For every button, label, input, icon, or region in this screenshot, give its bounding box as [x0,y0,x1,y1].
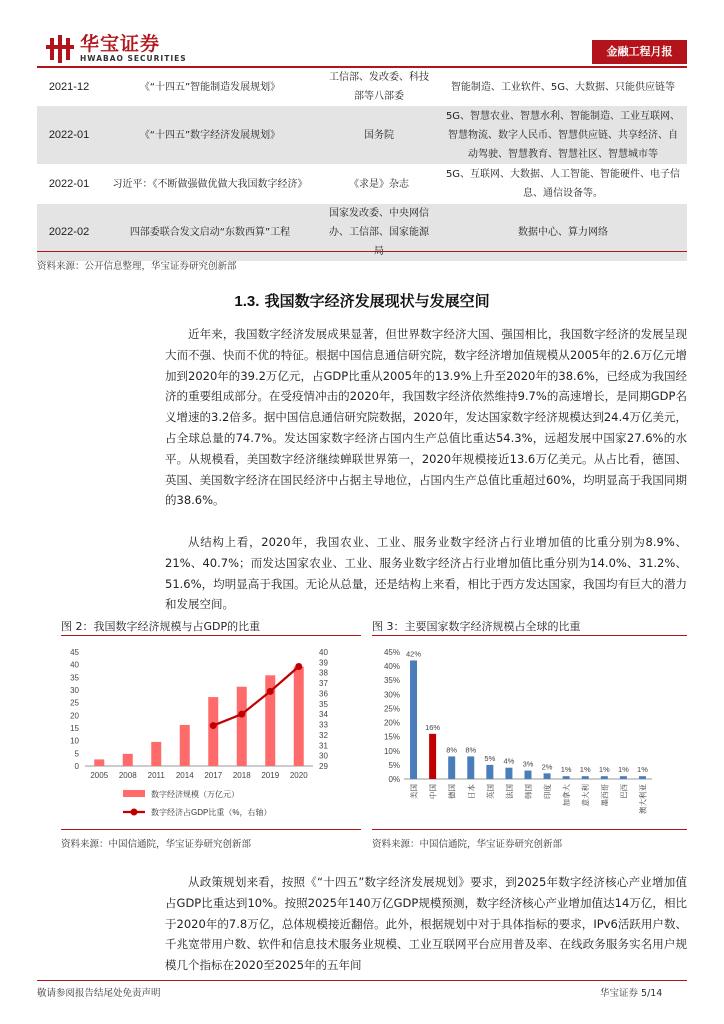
bar-data-label: 2% [541,762,553,772]
bar-country-share [429,734,436,779]
section-number: 1.3. [234,293,260,310]
x-tick-label: 2017 [204,771,223,780]
row-date: 2022-01 [48,128,90,141]
x-tick-label: 2014 [175,771,194,780]
gdp-share-line [213,667,299,726]
row-title: 《“十四五”智能制造发展规划》 [139,81,281,93]
bar-data-label: 5% [484,753,496,763]
figure-3-top-rule [372,635,687,636]
y-right-tick-label: 39 [319,658,328,668]
y-right-tick-label: 38 [319,668,328,678]
bar-data-label: 8% [446,745,458,755]
figure-3-source: 资料来源：中国信通院，华宝证券研究创新部 [372,839,563,850]
y-left-tick-label: 10 [70,736,79,746]
bar-country-share [620,776,627,779]
bar-country-share [505,768,512,779]
bar-digital-economy [94,759,104,766]
y-tick-label: 0% [388,775,400,784]
bar-data-label: 1% [579,765,591,775]
bar-digital-economy [151,742,161,766]
bar-digital-economy [180,725,190,766]
y-left-tick-label: 35 [70,673,79,683]
page-header [0,0,724,66]
bar-digital-economy [208,697,218,766]
x-tick-label: 2018 [232,771,251,780]
row-keywords: 5G、互联网、大数据、人工智能、智能硬件、电子信息、通信设备等。 [445,169,681,199]
y-left-tick-label: 25 [70,698,79,708]
digital-economy-scale-chart [61,638,361,826]
bar-data-label: 1% [617,765,629,775]
brand-name-en: HWABAO SECURITIES [80,54,187,63]
figure-2-bottom-rule [61,829,361,830]
y-right-tick-label: 34 [319,710,328,720]
bar-country-share [525,771,532,779]
figure-2-title: 图 2：我国数字经济规模与占GDP的比重 [61,620,261,633]
x-tick-label: 印度 [543,784,553,799]
bar-data-label: 3% [522,759,534,769]
figure-2-source: 资料来源：中国信通院，华宝证券研究创新部 [61,839,252,850]
x-tick-label: 巴西 [619,784,629,799]
x-tick-label: 加拿大 [562,784,572,807]
y-tick-label: 25% [383,704,400,714]
table-source: 资料来源：公开信息整理，华宝证券研究创新部 [37,261,237,272]
y-right-tick-label: 31 [319,741,328,751]
figure-3-title: 图 3：主要国家数字经济规模占全球的比重 [372,620,581,633]
bar-country-share [410,660,417,779]
x-tick-label: 德国 [447,784,457,799]
bar-data-label: 16% [425,722,441,732]
y-tick-label: 30% [383,690,400,700]
bar-data-label: 1% [598,765,610,775]
row-title: 《“十四五”数字经济发展规划》 [139,129,281,141]
bar-data-label: 8% [465,745,477,755]
row-title: 习近平：《不断做强做优做大我国数字经济》 [112,178,308,190]
brand-logo [46,34,187,63]
logo-mark-icon [46,35,76,63]
bar-country-share [582,776,589,779]
x-tick-label: 韩国 [524,784,533,799]
y-tick-label: 35% [383,676,400,686]
y-tick-label: 15% [383,732,400,742]
section-heading [0,290,724,311]
y-left-tick-label: 20 [70,711,79,721]
y-tick-label: 20% [383,718,400,728]
policy-table [37,68,687,261]
y-right-tick-label: 33 [319,720,328,730]
gdp-share-point [238,711,245,718]
bar-data-label: 42% [406,649,422,659]
figure-3-bottom-rule [372,829,687,830]
row-date: 2021-12 [48,80,90,93]
y-right-tick-label: 30 [319,751,328,761]
y-right-tick-label: 35 [319,699,328,709]
bar-data-label: 1% [560,765,572,775]
bar-digital-economy [237,687,247,766]
x-tick-label: 2011 [147,771,165,780]
x-tick-label: 2020 [289,771,308,780]
x-tick-label: 日本 [466,784,476,799]
table-bottom-rule [37,251,687,252]
x-tick-label: 英国 [485,784,495,799]
footer-disclaimer: 敬请参阅报告结尾处免责声明 [37,988,161,999]
bar-digital-economy [123,754,133,766]
paragraph-1: 近年来，我国数字经济发展成果显著，但世界数字经济大国、强国相比，我国数字经济的发展呈现大而不强、快而不优的特征。根据中国信息通信研究院，数字经济增加值规模从2005年的2.6万亿元增加到2020年的39.2万亿元，占GDP比重从2005年的13.9%上升至2020年的38.6%，已经成为我国经济的重要组成部分。在受疫情冲击的2020年，我国数字经济依然维持9.7%的高速增长，是同期GDP名义增速的3.2倍多。据中国信息通信研究院数据，2020年，发达国家数字经济规模达到24.4万亿美元，占全球总量的74.7%。发达国家数字经济占国内生产总值比重达54.3%，远超发展中国家27.6%的水平。从规模看，美国数字经济继续蝉联世界第一，2020年规模接近13.6万亿美元。从占比看，德国、英国、美国数字经济在国民经济中占据主导地位，占国内生产总值比重超过60%，均明显高于我国同期的38.6%。 [165,327,687,508]
x-tick-label: 意大利 [581,784,591,807]
y-left-tick-label: 0 [74,762,79,771]
bar-country-share [448,756,455,779]
table-row [37,164,687,204]
row-issuer: 国务院 [364,129,394,141]
brand-name-cn: 华宝证券 [80,33,161,55]
gdp-share-point [267,688,274,695]
gdp-share-point [210,722,217,729]
legend-line-label: 数字经济占GDP比重（%，右轴） [151,808,272,817]
y-tick-label: 40% [383,662,400,672]
y-tick-label: 10% [383,746,400,756]
row-issuer: 国家发改委、中央网信办、工信部、国家能源 [329,208,429,238]
table-row [37,68,687,106]
figure-2-top-rule [61,635,361,636]
footer-page: 华宝证券 5/14 [600,988,663,999]
report-type-tag: 金融工程月报 [592,40,687,64]
y-left-tick-label: 45 [70,648,79,657]
gdp-share-point [295,663,302,670]
y-right-tick-label: 29 [319,762,328,771]
x-tick-label: 2005 [90,771,109,780]
row-keywords: 智能制造、工业软件、5G、大数据、只能供应链等 [450,81,676,93]
x-tick-label: 墨西哥 [600,784,610,807]
x-tick-label: 美国 [409,784,419,799]
bar-country-share [563,776,570,779]
row-title: 四部委联合发文启动“东数西算”工程 [129,227,291,238]
y-right-tick-label: 36 [319,689,328,699]
row-keywords: 数据中心、算力网络 [518,227,608,238]
bar-country-share [544,773,551,779]
legend-bar-swatch [123,790,145,797]
table-row [37,106,687,164]
bar-country-share [486,765,493,779]
y-right-tick-label: 32 [319,730,328,740]
bar-country-share [639,776,646,779]
bar-data-label: 1% [637,765,648,775]
x-tick-label: 澳大利亚 [638,784,648,814]
row-date: 2022-01 [48,177,90,190]
y-left-tick-label: 15 [70,724,79,733]
y-left-tick-label: 30 [70,686,79,695]
y-right-tick-label: 37 [319,679,328,689]
y-left-tick-label: 40 [70,660,79,670]
bar-country-share [467,756,474,779]
row-keywords: 5G、智慧农业、智慧水利、智能制造、工业互联网、智慧物流、数字人民币、智慧供应链、共享经济、自动驾驶、智慧教育、智慧社区、智慧城市等 [445,110,681,160]
legend-line-marker [131,809,138,816]
paragraph-3: 从政策规划来看，按照《“十四五”数字经济发展规划》要求，到2025年数字经济核心产业增加值占GDP比重达到10%。按照2025年140万亿GDP规模预测，数字经济核心产业增加值达14万亿，相比于2020年的7.8万亿，总体规模接近翻倍。此外，根据规划中对于具体指标的要求，IPv6活跃用户数、千兆宽带用户数、软件和信息技术服务业规模、工业互联网平台应用普及率、在线政务服务实名用户规模几个指标在2020至2025年的五年间 [165,875,687,973]
y-tick-label: 45% [383,648,400,657]
footer-divider [37,980,687,981]
paragraph-2: 从结构上看，2020年，我国农业、工业、服务业数字经济占行业增加值的比重分别为8.9%、21%、40.7%；而发达国家农业、工业、服务业数字经济占行业增加值比重分别为14.0%、31.2%、51.6%，均明显高于我国。无论从总量，还是结构上来看，相比于西方发达国家，我国均有巨大的潜力和发展空间。 [165,535,687,612]
x-tick-label: 2019 [261,771,280,780]
x-tick-label: 中国 [428,784,438,799]
y-left-tick-label: 5 [74,749,79,759]
legend-bar-label: 数字经济规模（万亿元） [151,790,239,799]
x-tick-label: 法国 [504,784,514,799]
bar-country-share [601,776,608,779]
section-title: 我国数字经济发展现状与发展空间 [264,292,490,310]
row-date: 2022-02 [48,226,90,238]
country-share-chart [372,638,687,826]
row-issuer: 工信部、发改委、科技部等八部委 [329,72,429,102]
y-tick-label: 5% [388,760,400,770]
table-row [37,204,687,261]
row-issuer: 《求是》杂志 [349,178,409,190]
bar-digital-economy [294,667,304,766]
bar-data-label: 4% [503,756,515,766]
x-tick-label: 2008 [118,771,137,780]
y-right-tick-label: 40 [319,648,328,657]
